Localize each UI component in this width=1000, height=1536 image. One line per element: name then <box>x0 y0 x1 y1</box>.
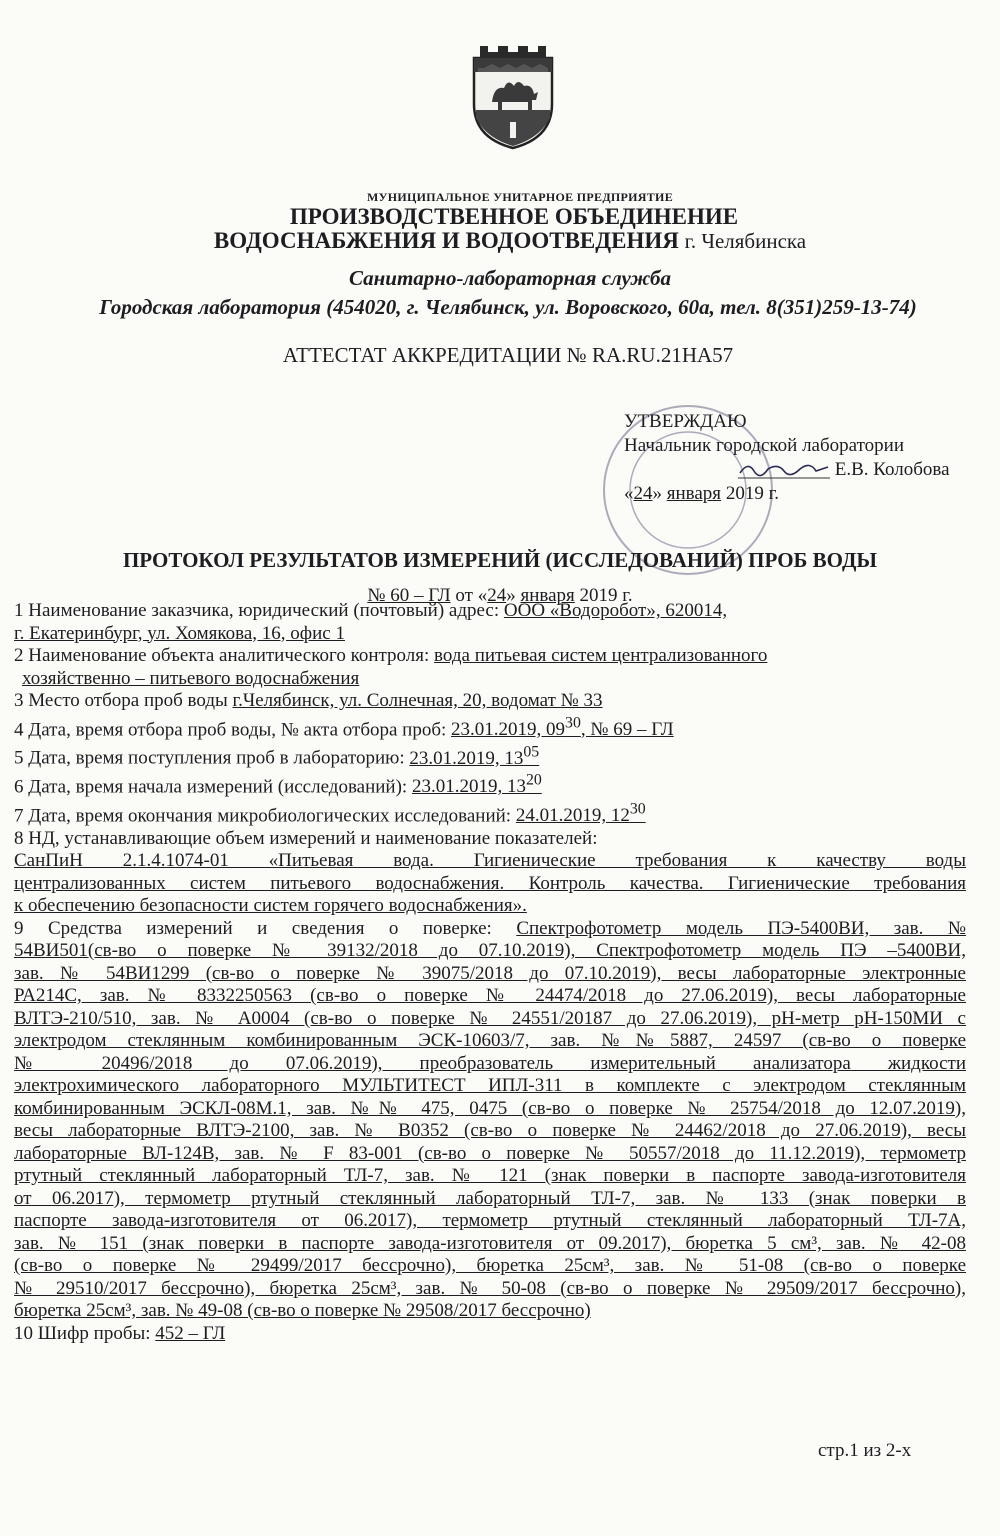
protocol-date-month: января <box>520 585 575 606</box>
protocol-body <box>14 600 966 1345</box>
item-8: 8 НД, устанавливающие объем измерений и наименование показателей: <box>14 827 598 849</box>
item-9-line: электродом стеклянным комбинированным ЭСК-10603/7, зав. №№5887, 24597 (св-во о поверке <box>14 1030 966 1052</box>
item-10: 10 Шифр пробы: 452 – ГЛ <box>14 1322 226 1344</box>
protocol-date-day: 24 <box>487 585 507 606</box>
approval-name-row <box>624 458 984 482</box>
item-9-line: электрохимического лабораторного МУЛЬТИТЕСТ ИПЛ-311 в комплекте с электродом стеклянным <box>14 1075 966 1097</box>
org-type: МУНИЦИПАЛЬНОЕ УНИТАРНОЕ ПРЕДПРИЯТИЕ <box>367 190 673 204</box>
protocol-date-year: 2019 г. <box>579 585 633 606</box>
approval-word: УТВЕРЖДАЮ <box>624 411 747 432</box>
item-9: 9 Средства измерений и сведения о поверке: Спектрофотометр модель ПЭ-5400ВИ, зав. № <box>14 917 966 939</box>
approval-date-year: 2019 г. <box>725 483 779 504</box>
approval-date-month: января <box>666 483 722 504</box>
item-6: 6 Дата, время начала измерений (исследований): 23.01.2019, $13^{20}$ <box>14 772 542 798</box>
protocol-title: ПРОТОКОЛ РЕЗУЛЬТАТОВ ИЗМЕРЕНИЙ (ИССЛЕДОВАНИЙ) ПРОБ ВОДЫ <box>122 548 878 572</box>
item-9-lines <box>14 940 966 1323</box>
item-9-line: паспорте завода-изготовителя от 06.2017), термометр ртутный стеклянный лабораторный ТЛ-7А, <box>14 1210 966 1232</box>
item-9-line: № 29510/2017 бессрочно), бюретка 25см³, зав. № 50-08 (св-во о поверке № 29509/2017 бессрочно), <box>14 1277 966 1299</box>
approval-name: Е.В. Колобова <box>834 459 950 480</box>
item-5: 5 Дата, время поступления проб в лабораторию: 23.01.2019, $13^{05}$ <box>14 743 540 769</box>
item-9-line: лабораторные ВЛ-124В, зав. № F 83-001 (св-во о поверке № 50557/2018 до 11.12.2019), термометр <box>14 1142 966 1164</box>
approval-block <box>624 410 984 506</box>
org-name-line2 <box>10 228 1000 254</box>
item-1: 1 Наименование заказчика, юридический (почтовый) адрес: ООО «Водоробот», 620014, <box>14 600 728 621</box>
item-8-line: СанПиН 2.1.4.1074-01 «Питьевая вода. Гигиенические требования к качеству воды <box>14 850 966 872</box>
item-9-line: от 06.2017), термометр ртутный стеклянный лабораторный ТЛ-7, зав. № 133 (знак поверки в <box>14 1187 966 1209</box>
item-1-cont: г. Екатеринбург, ул. Хомякова, 16, офис 1 <box>14 622 345 644</box>
signature <box>738 459 830 479</box>
item-9-line: комбинированным ЭСКЛ-08М.1, зав. №№ 475, 0475 (св-во о поверке № 25754/2018 до 12.07.2019), <box>14 1097 966 1119</box>
protocol-quote-close: » <box>506 585 516 606</box>
item-9-line: № 20496/2018 до 07.06.2019), преобразователь измерительный анализатора жидкости <box>14 1052 966 1074</box>
item-8-line: централизованных систем питьевого водоснабжения. Контроль качества. Гигиенические требования <box>14 872 966 894</box>
item-3: 3 Место отбора проб воды г.Челябинск, ул. Солнечная, 20, водомат № 33 <box>14 690 603 711</box>
date-quote-close: » <box>652 483 662 504</box>
item-9-line: ВЛТЭ-210/510, зав. № А0004 (св-во о поверке № 24551/20187 до 27.06.2019), рН-метр рН-150МИ с <box>14 1007 966 1029</box>
item-9-line: весы лабораторные ВЛТЭ-2100, зав. № В0352 (св-во о поверке № 24462/2018 до 27.06.2019), весы <box>14 1120 966 1142</box>
item-9-line: РА214С, зав. № 8332250563 (св-во о поверке № 24474/2018 до 27.06.2019), весы лабораторные <box>14 985 966 1007</box>
org-name-line1: ПРОИЗВОДСТВЕННОЕ ОБЪЕДИНЕНИЕ <box>289 204 739 229</box>
item-9-line: ртутный стеклянный лабораторный ТЛ-7, зав. № 121 (знак поверки в паспорте завода-изготовителя <box>14 1165 966 1187</box>
approval-date-day: 24 <box>633 483 653 504</box>
approval-date <box>624 482 984 506</box>
protocol-number: № 60 – ГЛ <box>367 585 451 606</box>
item-2-cont: хозяйственно – питьевого водоснабжения <box>22 667 360 689</box>
item-7: 7 Дата, время окончания микробиологических исследований: 24.01.2019, $12^{30}$ <box>14 800 646 827</box>
lab-address: Городская лаборатория (454020, г. Челябинск, ул. Воровского, 60а, тел. 8(351)259-13-74) <box>99 295 917 319</box>
coat-of-arms-emblem <box>470 38 556 150</box>
item-9-line: 54ВИ501(св-во о поверке № 39132/2018 до 07.10.2019), Спектрофотометр модель ПЭ –5400ВИ, <box>14 940 966 962</box>
item-9-line: (св-во о поверке № 29499/2017 бессрочно), бюретка 25см³, зав. № 51-08 (св-во о поверке <box>14 1255 966 1277</box>
approval-position: Начальник городской лаборатории <box>624 435 904 456</box>
page-counter: стр.1 из 2-х <box>818 1440 912 1461</box>
protocol-quote-open: « <box>477 585 488 606</box>
protocol-from: от <box>455 585 473 606</box>
item-9-line: бюретка 25см³, зав. № 49-08 (св-во о поверке № 29508/2017 бессрочно) <box>14 1300 591 1322</box>
item-2: 2 Наименование объекта аналитического контроля: вода питьевая систем централизованного <box>14 645 768 666</box>
item-9-line: зав. № 54ВИ1299 (св-во о поверке № 39075/2018 до 07.10.2019), весы лабораторные электронные <box>14 962 966 984</box>
date-quote-open: « <box>624 483 634 504</box>
item-9-line: зав. № 151 (знак поверки в паспорте завода-изготовителя от 09.2017), бюретка 5 см³, зав. № 42-08 <box>14 1232 966 1254</box>
org-city: г. Челябинска <box>684 229 807 253</box>
service-name: Санитарно-лабораторная служба <box>348 266 672 290</box>
org-name-line2-text: ВОДОСНАБЖЕНИЯ И ВОДООТВЕДЕНИЯ <box>213 228 679 253</box>
item-8-line: к обеспечению безопасности систем горячего водоснабжения». <box>14 895 527 917</box>
item-4: 4 Дата, время отбора проб воды, № акта отбора проб: 23.01.2019, $09^{30}$, № 69 – ГЛ <box>14 714 674 740</box>
accreditation: АТТЕСТАТ АККРЕДИТАЦИИ № RA.RU.21НА57 <box>282 343 734 367</box>
